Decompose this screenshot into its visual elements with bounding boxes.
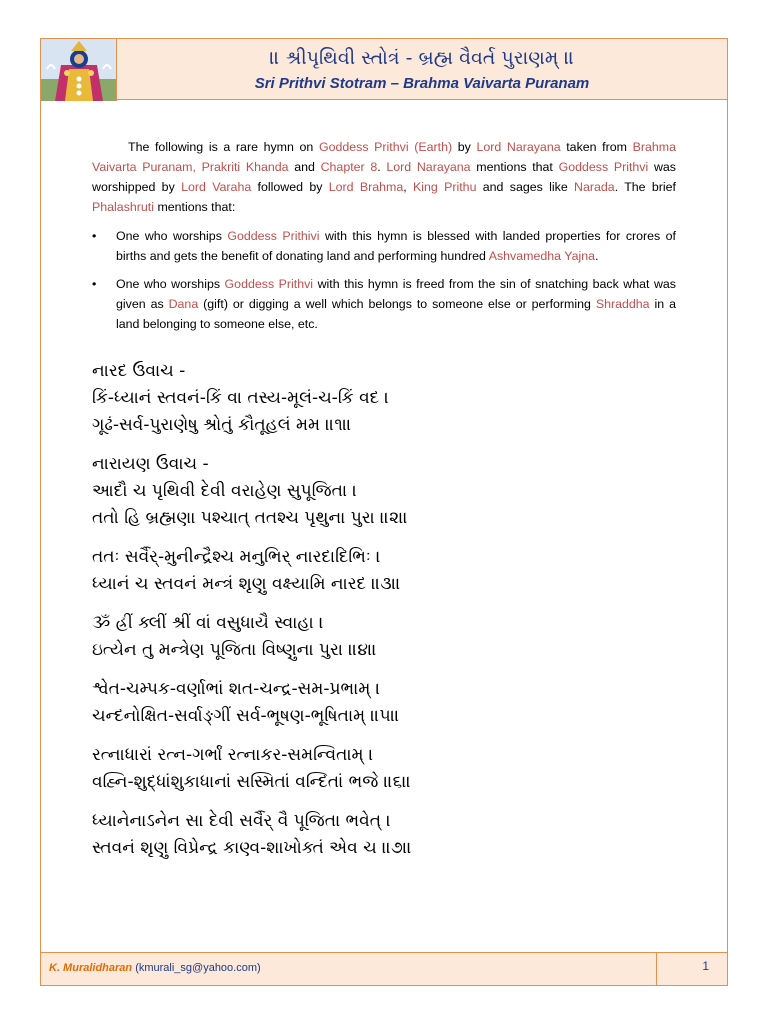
- intro-text: . The brief: [614, 180, 676, 194]
- intro-highlight: Lord Narayana: [386, 160, 471, 174]
- intro-text: by: [452, 140, 477, 154]
- intro-highlight: Narada: [574, 180, 615, 194]
- intro-text: was worshipped by: [92, 160, 676, 194]
- intro-highlight: Goddess Prithvi (Earth): [318, 140, 453, 154]
- verse-line: રત્નાધારાં રત્ન-ગર્ભાં રત્નાકર-સમન્વિતામ્ ।: [92, 745, 374, 765]
- verse-line: આદૌ ચ પૃથિવી દેવી વરાહેણ સુપૂજિતા ।: [92, 481, 357, 501]
- intro-highlight: King Prithu: [412, 180, 477, 194]
- bullet-icon: •: [92, 229, 97, 243]
- goddess-image-icon: [41, 39, 117, 101]
- verse-line: નારદ ઉવાચ -: [92, 361, 186, 381]
- intro-highlight: Lord Varaha: [181, 180, 252, 194]
- verse-5: [92, 676, 692, 730]
- bullet-text: (gift) or digging a well which belongs to someone else or performing: [198, 297, 596, 311]
- verse-2: [92, 451, 692, 532]
- bullet-highlight: Shraddha: [595, 297, 650, 311]
- intro-text: .: [377, 160, 387, 174]
- intro-highlight: Lord Brahma: [328, 180, 404, 194]
- list-item: [92, 274, 676, 334]
- bullet-text: with this hymn is freed from the sin of snatching back what was given as: [116, 277, 676, 311]
- intro-highlight: Brahma Vaivarta Puranam, Prakriti Khanda: [92, 140, 676, 174]
- bullet-highlight: Goddess Prithvi: [224, 277, 314, 291]
- verses: [92, 358, 692, 874]
- page-footer: [40, 952, 728, 986]
- intro-text: ,: [403, 180, 413, 194]
- verse-6: [92, 742, 692, 796]
- page-title: ॥ શ્રીપૃથિવી સ્તોત્રં - બ્રહ્મ વૈવર્ત પુરાણમ્ ॥: [269, 47, 575, 69]
- bullet-text: in a land belonging to someone else, etc.: [116, 297, 676, 331]
- list-item: [92, 226, 676, 266]
- verse-line: ઇત્યેન તુ મન્ત્રેણ પૂજિતા વિષ્ણુના પુરા ॥૪॥: [92, 640, 377, 660]
- intro-highlight: Phalashruti: [92, 200, 154, 214]
- intro-text: mentions that: [470, 160, 559, 174]
- verse-line: સ્તવનં શૃણુ વિપ્રેન્દ્ર કાણ્વ-શાખોક્તં એવ ચ ॥૭॥: [92, 838, 412, 858]
- goddess-image: [41, 39, 117, 101]
- intro-highlight: Lord Narayana: [476, 140, 561, 154]
- verse-line: ધ્યાનં ચ સ્તવનં મન્ત્રં શૃણુ વક્ષ્યામિ નારદ ॥૩॥: [92, 574, 401, 594]
- intro-text: The following is a rare hymn on: [128, 140, 319, 154]
- bullet-icon: •: [92, 277, 97, 291]
- verse-line: શ્વેત-ચમ્પક-વર્ણાભાં શત-ચન્દ્ર-સમ-પ્રભામ્ ।: [92, 679, 381, 699]
- verse-line: ચન્દનોક્ષિત-સર્વાઙ્ગીં સર્વ-ભૂષણ-ભૂષિતામ્ ॥૫॥: [92, 706, 400, 726]
- intro-paragraph: [92, 137, 676, 217]
- bullet-text: One who worships: [116, 229, 228, 243]
- bullet-highlight: Ashvamedha Yajna: [488, 249, 595, 263]
- intro-highlight: Goddess Prithvi: [558, 160, 649, 174]
- bullet-text: with this hymn is blessed with landed properties for crores of births and gets the benefit of donating land and performing hundred: [116, 229, 676, 263]
- author-credit: [49, 962, 261, 974]
- page-header: [40, 38, 728, 100]
- intro-text: taken from: [560, 140, 633, 154]
- intro-text: and: [288, 160, 321, 174]
- verse-line: તતો હિ બ્રહ્મણા પશ્ચાત્ તતશ્ચ પૃથુના પુરા ॥૨॥: [92, 508, 409, 528]
- intro-highlight: Chapter 8: [320, 160, 378, 174]
- author-email: (kmurali_sg@yahoo.com): [135, 962, 261, 974]
- verse-line: વહ્નિ-શુદ્ધાંશુકાધાનાં સસ્મિતાં વન્દિતાં ભજે ॥૬॥: [92, 772, 412, 792]
- verse-line: કિં-ધ્યાનં સ્તવનં-કિં વા તસ્ય-મૂલં-ચ-કિં વદ ।: [92, 388, 390, 408]
- page-number-box: [656, 953, 727, 985]
- bullet-highlight: Dana: [168, 297, 199, 311]
- bullet-highlight: Goddess Prithivi: [227, 229, 320, 243]
- bullet-text: .: [595, 249, 599, 263]
- page-number: 1: [702, 959, 709, 973]
- phalashruti-list: [92, 226, 676, 342]
- verse-3: [92, 544, 692, 598]
- verse-4: [92, 610, 692, 664]
- verse-line: નારાયણ ઉવાચ -: [92, 454, 209, 474]
- verse-line: ધ્યાનેનાઽનેન સા દેવી સર્વૈર્ વૈ પૂજિતા ભવેત્ ।: [92, 811, 391, 831]
- verse-line: ગૂઢં-સર્વ-પુરાણેષુ શ્રોતું કૌતૂહલં મમ ॥૧॥: [92, 415, 352, 435]
- verse-line: ૐ હ્રીં ક્લીં શ્રીં વાં વસુધાયૈ સ્વાહા ।: [92, 613, 324, 633]
- intro-text: followed by: [251, 180, 329, 194]
- intro-text: mentions that:: [154, 200, 236, 214]
- author-name: K. Muralidharan: [49, 962, 133, 974]
- verse-7: [92, 808, 692, 862]
- verse-1: [92, 358, 692, 439]
- bullet-text: One who worships: [116, 277, 225, 291]
- page-subtitle: Sri Prithvi Stotram – Brahma Vaivarta Puranam: [254, 75, 590, 92]
- intro-text: and sages like: [476, 180, 575, 194]
- verse-line: તતઃ સર્વૈર્-મુનીન્દ્રૈશ્ચ મનુભિર્ નારદાદિભિઃ ।: [92, 547, 381, 567]
